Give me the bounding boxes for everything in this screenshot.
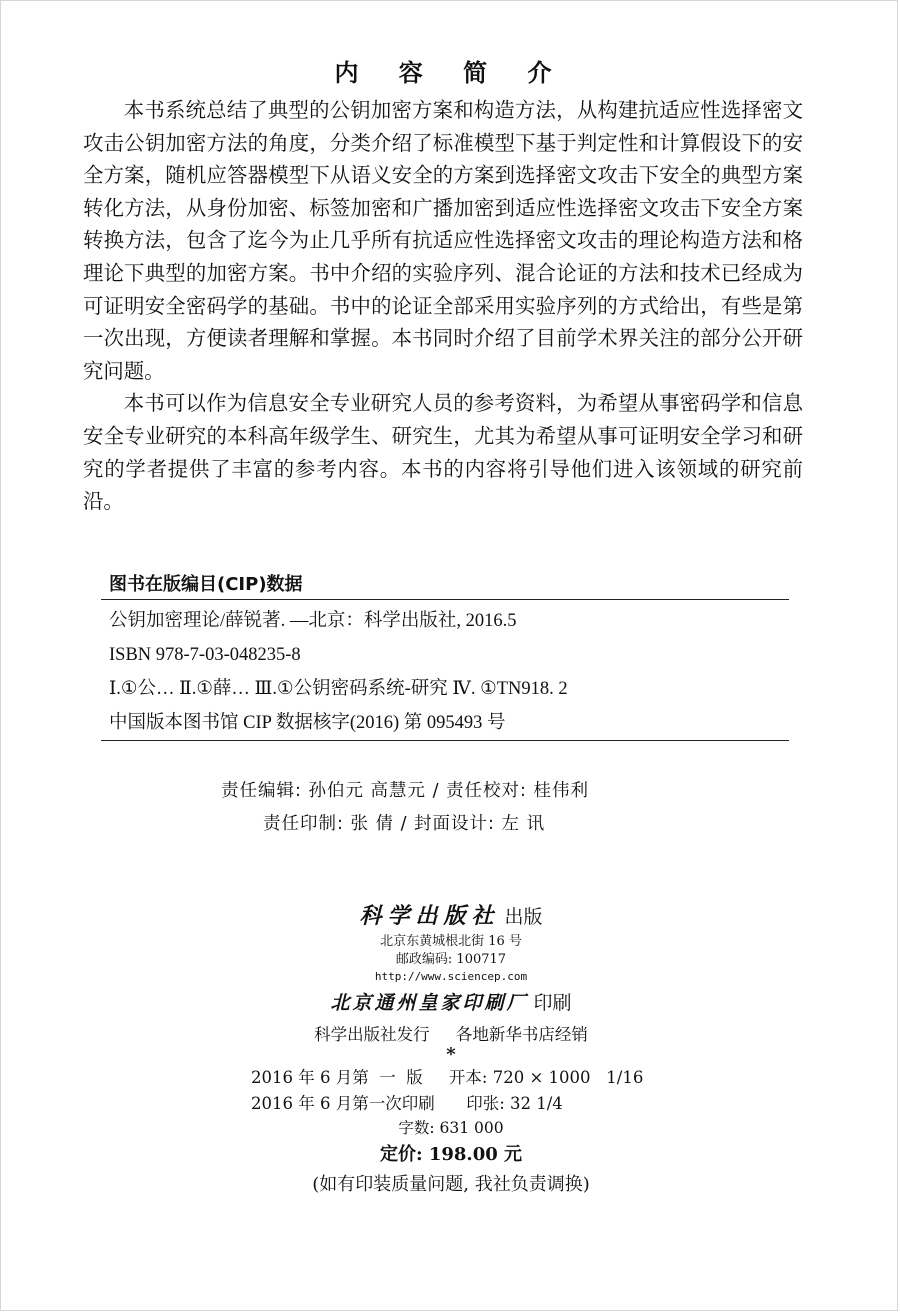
cip-classification: Ⅰ.①公… Ⅱ.①薛… Ⅲ.①公钥密码系统-研究 Ⅳ. ①TN918. 2 <box>109 679 568 699</box>
printer-name: 北京通州皇家印刷厂 <box>330 992 529 1014</box>
publisher-suffix: 出版 <box>504 906 543 928</box>
printing-line: 2016 年 6 月第一次印刷 印张: 32 1/4 <box>251 1094 563 1113</box>
separator-star: * <box>446 1044 456 1065</box>
summary-paragraph-2: 本书可以作为信息安全专业研究人员的参考资料，为希望从事密码学和信息安全专业研究的本科高年级学生、研究生，尤其为希望从事可证明安全学习和研究的学者提供了丰富的参考内容。本书的内容将引导他们进入该领域的研究前沿。 <box>83 391 803 514</box>
quality-notice: (如有印装质量问题, 我社负责调换) <box>312 1174 590 1195</box>
cip-bottom-rule <box>101 740 789 741</box>
imprint-block <box>1 899 900 1200</box>
edition-line: 2016 年 6 月第 一 版 开本: 720 × 1000 1/16 <box>251 1068 644 1087</box>
editorial-credits <box>1 775 900 841</box>
cip-heading: 图书在版编目(CIP)数据 <box>109 574 303 595</box>
publisher-postcode: 邮政编码: 100717 <box>395 952 507 967</box>
editor-credit-line-2: 责任印制: 张 倩 / 封面设计: 左 讯 <box>263 814 546 834</box>
price: 定价: 198.00 元 <box>379 1144 523 1165</box>
cip-record-number: 中国版本图书馆 CIP 数据核字(2016) 第 095493 号 <box>109 713 506 733</box>
printer-line <box>1 985 900 1021</box>
page-title: 内 容 简 介 <box>334 58 568 87</box>
word-count: 字数: 631 000 <box>398 1119 504 1137</box>
cip-title-line: 公钥加密理论/薛锐著. —北京：科学出版社, 2016.5 <box>109 611 517 631</box>
distribution-line: 科学出版社发行 各地新华书店经销 <box>314 1025 588 1044</box>
book-summary <box>83 94 803 518</box>
editor-credit-line-1: 责任编辑: 孙伯元 高慧元 / 责任校对: 桂伟利 <box>221 781 590 801</box>
cip-data-block <box>101 571 789 741</box>
publisher-website: http://www.sciencep.com <box>374 970 528 983</box>
cip-top-rule <box>101 599 789 600</box>
cip-isbn: ISBN 978-7-03-048235-8 <box>109 645 301 665</box>
publisher-name: 科学出版社 <box>359 903 500 929</box>
printer-suffix: 印刷 <box>533 992 572 1014</box>
publisher-line <box>1 899 900 933</box>
publisher-address: 北京东黄城根北街 16 号 <box>380 934 522 949</box>
summary-paragraph-1: 本书系统总结了典型的公钥加密方案和构造方法，从构建抗适应性选择密文攻击公钥加密方法的角度，分类介绍了标准模型下基于判定性和计算假设下的安全方案，随机应答器模型下从语义安全的方案到选择密文攻击下安全的典型方案转化方法，从身份加密、标签加密和广播加密到适应性选择密文攻击下安全方案转换方法，包含了迄今为止几乎所有抗适应性选择密文攻击的理论构造方法和格理论下典型的加密方案。书中介绍的实验序列、混合论证的方法和技术已经成为可证明安全密码学的基础。书中的论证全部采用实验序列的方式给出，有些是第一次出现，方便读者理解和掌握。本书同时介绍了目前学术界关注的部分公开研究问题。 <box>83 98 803 383</box>
